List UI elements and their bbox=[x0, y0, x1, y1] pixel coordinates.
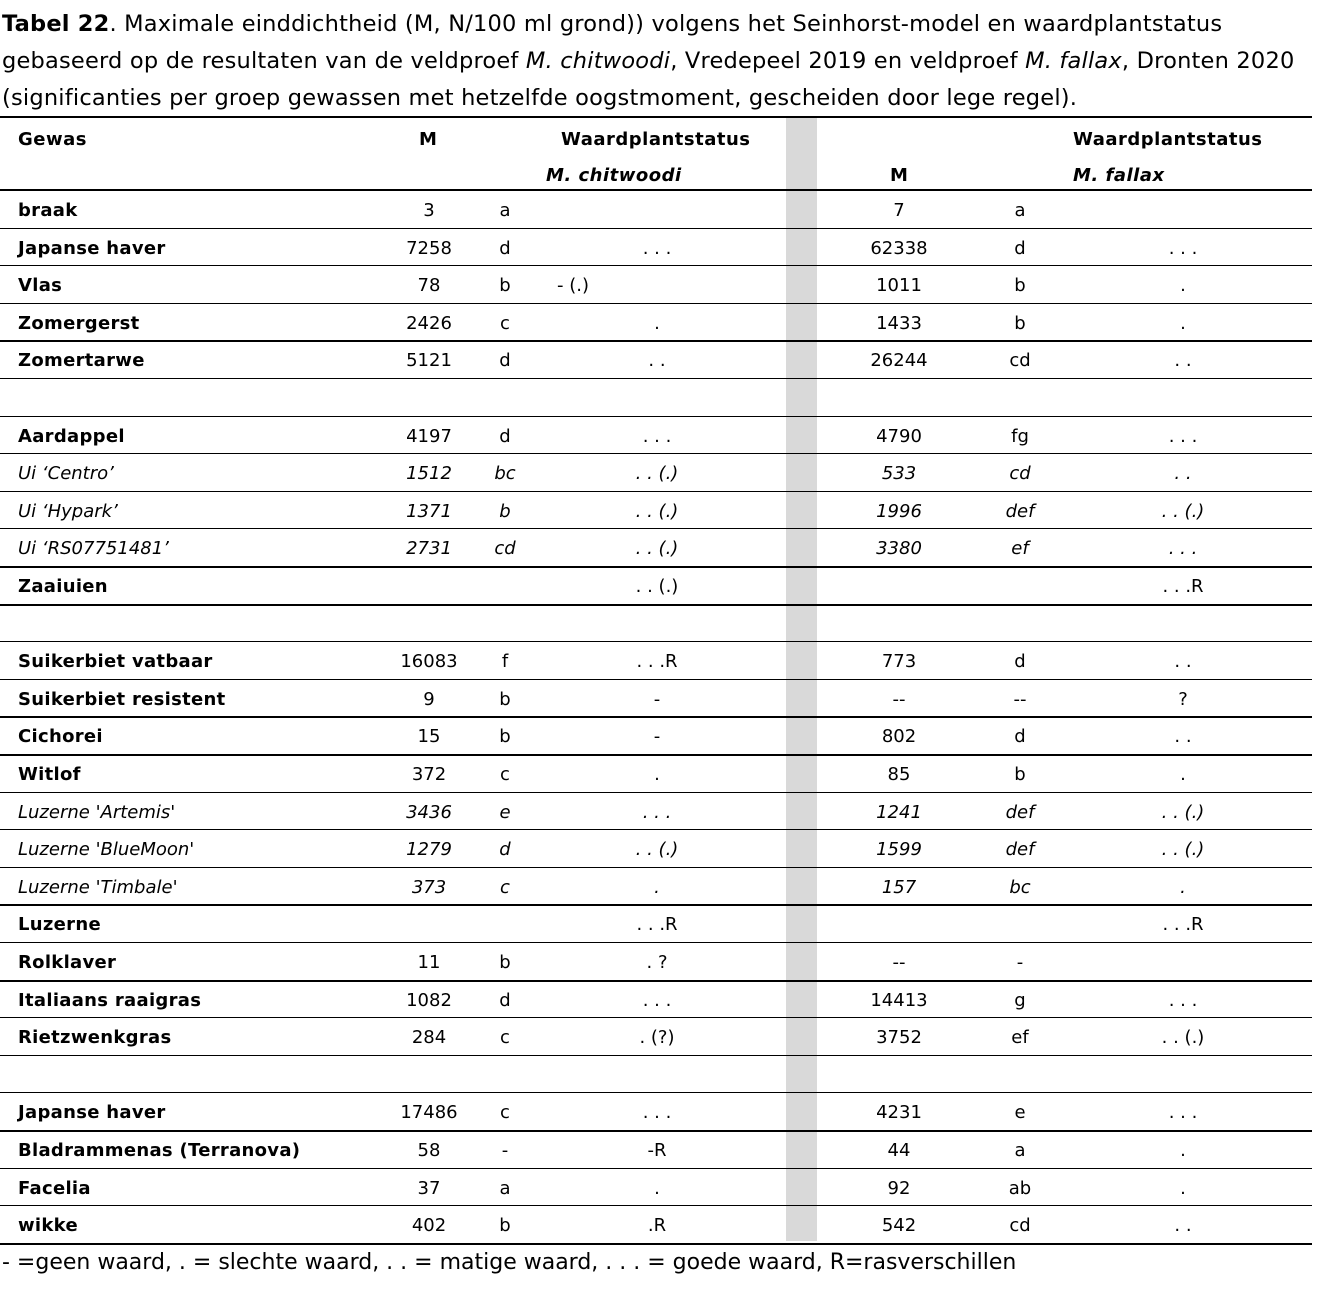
cell-m2: 92 bbox=[887, 1177, 911, 1199]
cell-m1: 3436 bbox=[406, 801, 452, 823]
cell-l2: cd bbox=[1009, 463, 1031, 485]
header-gewas: Gewas bbox=[18, 129, 87, 150]
caption-species-2: M. fallax bbox=[1025, 48, 1122, 74]
cell-l2: a bbox=[1014, 200, 1026, 221]
cell-m1: 11 bbox=[417, 952, 441, 973]
cell-s1: .R bbox=[647, 1215, 667, 1237]
cell-l2: a bbox=[1014, 1140, 1026, 1161]
cell-l1: b bbox=[499, 726, 511, 748]
cell-m2: 26244 bbox=[870, 350, 928, 372]
cell-s1: . . .R bbox=[636, 651, 678, 673]
cell-l1: d bbox=[499, 237, 511, 259]
cell-s1: . . . bbox=[642, 801, 672, 823]
cell-s1: - bbox=[653, 688, 661, 710]
row-rule bbox=[0, 528, 1312, 529]
cell-m1: 58 bbox=[417, 1140, 441, 1161]
cell-s1: - (.) bbox=[557, 275, 589, 297]
row-rule bbox=[0, 1243, 1312, 1245]
cell-l1: b bbox=[499, 1215, 511, 1237]
row-rule bbox=[0, 829, 1312, 830]
cell-l1: d bbox=[499, 989, 511, 1011]
cell-l1: bc bbox=[494, 463, 516, 485]
cell-m1: 373 bbox=[411, 876, 447, 898]
cell-l1: c bbox=[500, 1027, 510, 1049]
row-rule bbox=[0, 340, 1312, 342]
cell-l1: c bbox=[500, 312, 510, 334]
cell-s1: . . . bbox=[642, 989, 672, 1011]
cell-s2: . . (.) bbox=[1161, 1027, 1205, 1049]
cell-s1: . . (.) bbox=[635, 839, 679, 861]
cell-s2: . . (.) bbox=[1161, 839, 1205, 861]
cell-name: Cichorei bbox=[18, 726, 103, 748]
cell-l2: def bbox=[1005, 839, 1035, 861]
cell-name: Suikerbiet vatbaar bbox=[18, 651, 213, 673]
cell-name: braak bbox=[18, 200, 78, 221]
row-rule bbox=[0, 1017, 1312, 1018]
row-rule bbox=[0, 641, 1312, 642]
cell-name: Ui ‘Hypark’ bbox=[18, 500, 118, 522]
cell-s2: . . .R bbox=[1162, 914, 1204, 936]
cell-s1: . ? bbox=[646, 952, 668, 973]
cell-m1: 5121 bbox=[406, 350, 452, 372]
cell-l1: d bbox=[499, 350, 511, 372]
row-rule bbox=[0, 867, 1312, 868]
cell-s1: . . (.) bbox=[635, 576, 679, 597]
cell-m1: 3 bbox=[423, 200, 435, 221]
cell-s1: . bbox=[654, 312, 660, 334]
cell-m2: 44 bbox=[887, 1140, 911, 1161]
cell-name: Ui ‘RS07751481’ bbox=[18, 538, 169, 560]
cell-l1: c bbox=[500, 876, 510, 898]
cell-s2: . . bbox=[1174, 726, 1192, 748]
cell-l2: d bbox=[1014, 651, 1026, 673]
cell-m2: 85 bbox=[887, 764, 911, 785]
cell-s2: . . (.) bbox=[1161, 500, 1205, 522]
row-rule bbox=[0, 303, 1312, 304]
cell-s2: . bbox=[1180, 1177, 1186, 1199]
cell-l1: b bbox=[499, 275, 511, 297]
cell-m2: 1433 bbox=[876, 312, 922, 334]
cell-name: Luzerne bbox=[18, 914, 101, 936]
cell-m1: 2426 bbox=[406, 312, 452, 334]
row-rule bbox=[0, 566, 1312, 568]
cell-name: Bladrammenas (Terranova) bbox=[18, 1140, 301, 1161]
cell-name: Luzerne 'Artemis' bbox=[18, 801, 176, 823]
cell-name: Zomergerst bbox=[18, 312, 140, 334]
cell-s2: . . .R bbox=[1162, 576, 1204, 597]
row-rule bbox=[0, 416, 1312, 417]
row-rule bbox=[0, 716, 1312, 718]
cell-m2: 157 bbox=[881, 876, 917, 898]
cell-l1: a bbox=[499, 200, 511, 221]
header-species2: M. fallax bbox=[1073, 165, 1165, 186]
cell-name: Facelia bbox=[18, 1177, 91, 1199]
cell-name: Witlof bbox=[18, 764, 81, 785]
cell-s2: . . . bbox=[1168, 1102, 1198, 1124]
cell-s1: . . .R bbox=[636, 914, 678, 936]
caption-text-3: , Dronten 2020 (significanties per groep gewassen met hetzelfde oogstmoment, gescheiden door lege regel). bbox=[2, 48, 1295, 111]
cell-l2: b bbox=[1014, 275, 1026, 297]
cell-name: Japanse haver bbox=[18, 1102, 166, 1124]
cell-s1: . bbox=[654, 1177, 660, 1199]
header-m1: M bbox=[419, 129, 438, 150]
cell-l1: f bbox=[501, 651, 509, 673]
row-rule bbox=[0, 1168, 1312, 1169]
cell-s1: - bbox=[653, 726, 661, 748]
header-status2: Waardplantstatus bbox=[1073, 129, 1263, 150]
cell-m2: 62338 bbox=[870, 237, 928, 259]
cell-name: Ui ‘Centro’ bbox=[18, 463, 114, 485]
cell-s2: . . . bbox=[1168, 425, 1198, 447]
cell-m2: 1011 bbox=[876, 275, 922, 297]
cell-l2: ef bbox=[1011, 1027, 1029, 1049]
header-bottom-rule bbox=[0, 189, 1312, 191]
cell-s1: . bbox=[654, 876, 660, 898]
row-rule bbox=[0, 1205, 1312, 1206]
cell-name: wikke bbox=[18, 1215, 78, 1237]
cell-m1: 1371 bbox=[406, 500, 452, 522]
cell-l2: d bbox=[1014, 726, 1026, 748]
cell-s1: -R bbox=[647, 1140, 667, 1161]
header-status1: Waardplantstatus bbox=[561, 129, 751, 150]
cell-l2: cd bbox=[1009, 1215, 1031, 1237]
cell-s1: . . . bbox=[642, 425, 672, 447]
cell-m2: 4231 bbox=[876, 1102, 922, 1124]
cell-m2: 4790 bbox=[876, 425, 922, 447]
cell-name: Japanse haver bbox=[18, 237, 166, 259]
cell-name: Rolklaver bbox=[18, 952, 117, 973]
cell-l1: c bbox=[500, 1102, 510, 1124]
cell-l1: cd bbox=[494, 538, 516, 560]
cell-m2: 1599 bbox=[876, 839, 922, 861]
cell-l2: cd bbox=[1009, 350, 1031, 372]
cell-l1: d bbox=[499, 425, 511, 447]
cell-name: Rietzwenkgras bbox=[18, 1027, 172, 1049]
cell-m2: -- bbox=[892, 688, 906, 710]
table-caption bbox=[2, 6, 1322, 117]
cell-s2: . . . bbox=[1168, 237, 1198, 259]
cell-m2: 3752 bbox=[876, 1027, 922, 1049]
cell-l2: d bbox=[1014, 237, 1026, 259]
cell-m1: 9 bbox=[423, 688, 435, 710]
cell-m2: 3380 bbox=[876, 538, 922, 560]
cell-m2: 1996 bbox=[876, 500, 922, 522]
caption-species-1: M. chitwoodi bbox=[525, 48, 671, 74]
cell-m2: 1241 bbox=[876, 801, 922, 823]
cell-l2: def bbox=[1005, 500, 1035, 522]
cell-l2: b bbox=[1014, 312, 1026, 334]
cell-l1: b bbox=[499, 952, 511, 973]
row-rule bbox=[0, 792, 1312, 793]
cell-l2: b bbox=[1014, 764, 1026, 785]
cell-name: Zomertarwe bbox=[18, 350, 145, 372]
cell-m1: 37 bbox=[417, 1177, 441, 1199]
header-species1: M. chitwoodi bbox=[546, 165, 682, 186]
cell-s1: . . (.) bbox=[635, 463, 679, 485]
cell-l1: b bbox=[499, 500, 511, 522]
cell-s1: . . bbox=[648, 350, 666, 372]
cell-s2: . bbox=[1180, 876, 1186, 898]
row-rule bbox=[0, 453, 1312, 454]
row-rule bbox=[0, 491, 1312, 492]
row-rule bbox=[0, 378, 1312, 379]
header-m2: M bbox=[890, 165, 909, 186]
cell-s1: . (?) bbox=[639, 1027, 675, 1049]
cell-s2: . . bbox=[1174, 1215, 1192, 1237]
cell-name: Luzerne 'BlueMoon' bbox=[18, 839, 195, 861]
cell-l2: - bbox=[1016, 952, 1024, 973]
row-rule bbox=[0, 980, 1312, 982]
row-rule bbox=[0, 679, 1312, 680]
cell-s2: . . bbox=[1174, 651, 1192, 673]
cell-s2: . . bbox=[1174, 463, 1192, 485]
cell-name: Luzerne 'Timbale' bbox=[18, 876, 178, 898]
cell-s2: . . (.) bbox=[1161, 801, 1205, 823]
row-rule bbox=[0, 754, 1312, 756]
cell-l2: def bbox=[1005, 801, 1035, 823]
cell-s2: . bbox=[1180, 764, 1186, 785]
cell-name: Suikerbiet resistent bbox=[18, 688, 226, 710]
footnote: - =geen waard, . = slechte waard, . . = matige waard, . . . = goede waard, R=rasverschillen bbox=[2, 1250, 1017, 1275]
cell-m1: 2731 bbox=[406, 538, 452, 560]
cell-name: Italiaans raaigras bbox=[18, 989, 202, 1011]
cell-m1: 402 bbox=[411, 1215, 447, 1237]
cell-m1: 1082 bbox=[406, 989, 452, 1011]
row-rule bbox=[0, 228, 1312, 229]
cell-s2: . . . bbox=[1168, 989, 1198, 1011]
cell-m1: 15 bbox=[417, 726, 441, 748]
cell-m1: 284 bbox=[411, 1027, 447, 1049]
cell-l2: ab bbox=[1008, 1177, 1032, 1199]
row-rule bbox=[0, 604, 1312, 606]
cell-name: Vlas bbox=[18, 275, 63, 297]
cell-l1: d bbox=[499, 839, 511, 861]
cell-l2: g bbox=[1014, 989, 1026, 1011]
cell-s2: . bbox=[1180, 312, 1186, 334]
cell-s1: . . . bbox=[642, 1102, 672, 1124]
row-rule bbox=[0, 1055, 1312, 1056]
cell-m1: 1512 bbox=[406, 463, 452, 485]
row-rule bbox=[0, 942, 1312, 943]
cell-m1: 372 bbox=[411, 764, 447, 785]
cell-s2: ? bbox=[1178, 688, 1188, 710]
cell-m1: 1279 bbox=[406, 839, 452, 861]
row-rule bbox=[0, 1092, 1312, 1093]
cell-m1: 7258 bbox=[406, 237, 452, 259]
cell-l2: bc bbox=[1009, 876, 1031, 898]
cell-l1: c bbox=[500, 764, 510, 785]
cell-l2: -- bbox=[1013, 688, 1027, 710]
cell-s1: . . (.) bbox=[635, 538, 679, 560]
table-top-rule bbox=[0, 116, 1312, 118]
table-label: Tabel 22 bbox=[2, 11, 110, 37]
cell-s2: . . . bbox=[1168, 538, 1198, 560]
cell-m2: 533 bbox=[881, 463, 917, 485]
cell-m1: 17486 bbox=[400, 1102, 458, 1124]
cell-s2: . bbox=[1180, 275, 1186, 297]
cell-name: Zaaiuien bbox=[18, 576, 108, 597]
cell-l1: e bbox=[499, 801, 511, 823]
cell-s2: . . bbox=[1174, 350, 1192, 372]
cell-m1: 78 bbox=[417, 275, 441, 297]
cell-m2: 7 bbox=[893, 200, 905, 221]
cell-l2: ef bbox=[1011, 538, 1029, 560]
cell-l2: fg bbox=[1011, 425, 1029, 447]
cell-l1: - bbox=[501, 1140, 509, 1161]
cell-m1: 16083 bbox=[400, 651, 458, 673]
row-rule bbox=[0, 1130, 1312, 1132]
cell-m2: 773 bbox=[881, 651, 917, 673]
cell-m2: 802 bbox=[881, 726, 917, 748]
cell-m2: 542 bbox=[881, 1215, 917, 1237]
cell-m2: 14413 bbox=[870, 989, 928, 1011]
cell-s1: . . . bbox=[642, 237, 672, 259]
cell-s1: . . (.) bbox=[635, 500, 679, 522]
row-rule bbox=[0, 265, 1312, 266]
cell-m2: -- bbox=[892, 952, 906, 973]
caption-text-1: . Maximale einddichtheid (M, N/100 ml grond)) volgens het Seinhorst-model en waardplantstatus gebaseerd op de resultaten van de veldproef bbox=[2, 11, 1223, 74]
cell-l1: a bbox=[499, 1177, 511, 1199]
row-rule bbox=[0, 904, 1312, 906]
cell-l2: e bbox=[1014, 1102, 1026, 1124]
cell-s1: . bbox=[654, 764, 660, 785]
caption-text-2: , Vredepeel 2019 en veldproef bbox=[670, 48, 1026, 74]
cell-name: Aardappel bbox=[18, 425, 125, 447]
cell-s2: . bbox=[1180, 1140, 1186, 1161]
cell-m1: 4197 bbox=[406, 425, 452, 447]
cell-l1: b bbox=[499, 688, 511, 710]
